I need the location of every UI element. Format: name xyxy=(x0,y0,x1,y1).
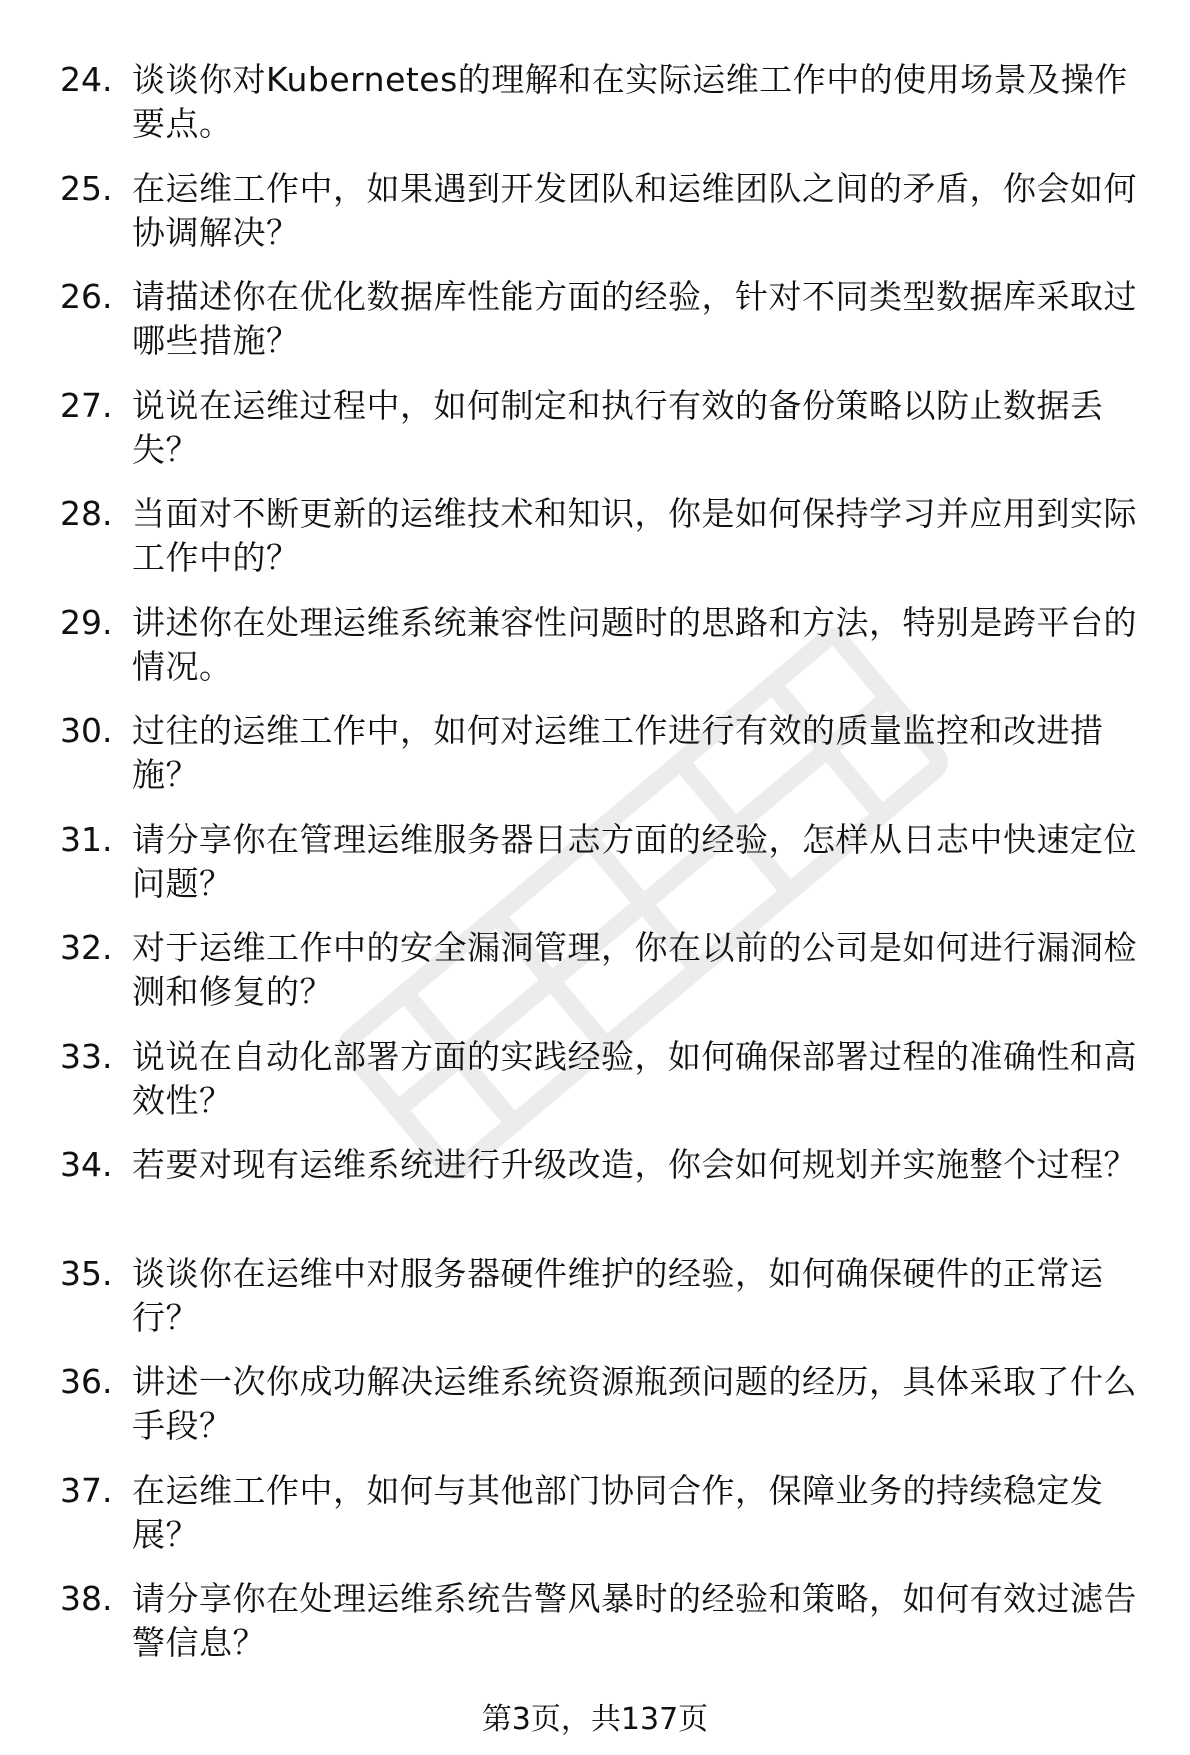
question-number: 38. xyxy=(60,1579,113,1618)
question-number: 35. xyxy=(60,1253,113,1293)
question-item xyxy=(0,1143,1190,1252)
question-number: 26. xyxy=(60,277,113,316)
question-text: 说说在自动化部署方面的实践经验，如何确保部署过程的准确性和高效性？ xyxy=(132,1036,1137,1120)
question-item xyxy=(0,58,1190,167)
question-number: 25. xyxy=(60,168,113,208)
question-text: 在运维工作中，如何与其他部门协同合作，保障业务的持续稳定发展？ xyxy=(132,1470,1104,1554)
question-item xyxy=(0,709,1190,818)
question-text: 请分享你在管理运维服务器日志方面的经验，怎样从日志中快速定位问题？ xyxy=(132,819,1137,903)
question-number: 28. xyxy=(60,494,113,533)
question-text: 谈谈你在运维中对服务器硬件维护的经验，如何确保硬件的正常运行？ xyxy=(132,1253,1104,1337)
question-text: 请分享你在处理运维系统告警风暴时的经验和策略，如何有效过滤告警信息？ xyxy=(132,1579,1137,1662)
question-text: 过往的运维工作中，如何对运维工作进行有效的质量监控和改进措施？ xyxy=(132,711,1104,794)
question-text: 请描述你在优化数据库性能方面的经验，针对不同类型数据库采取过哪些措施？ xyxy=(132,277,1137,360)
question-text: 当面对不断更新的运维技术和知识，你是如何保持学习并应用到实际工作中的？ xyxy=(132,494,1137,577)
question-item xyxy=(0,1360,1190,1469)
question-item xyxy=(0,601,1190,710)
question-number: 32. xyxy=(60,928,113,967)
question-number: 30. xyxy=(60,711,113,750)
page-number-footer: 第3页，共137页 xyxy=(481,1702,709,1737)
question-text: 谈谈你对Kubernetes的理解和在实际运维工作中的使用场景及操作要点。 xyxy=(132,60,1128,143)
question-number: 34. xyxy=(60,1145,113,1184)
question-number: 37. xyxy=(60,1470,113,1510)
question-item xyxy=(0,818,1190,927)
question-item xyxy=(0,926,1190,1035)
question-item xyxy=(0,1469,1190,1578)
question-number: 31. xyxy=(60,819,113,859)
question-list xyxy=(0,58,1190,1686)
question-text: 说说在运维过程中，如何制定和执行有效的备份策略以防止数据丢失？ xyxy=(132,385,1104,469)
question-item xyxy=(0,275,1190,384)
question-number: 36. xyxy=(60,1362,113,1401)
question-item xyxy=(0,1252,1190,1361)
question-item xyxy=(0,1577,1190,1686)
question-number: 29. xyxy=(60,602,113,642)
question-number: 24. xyxy=(60,60,113,99)
question-number: 33. xyxy=(60,1036,113,1076)
question-text: 讲述你在处理运维系统兼容性问题时的思路和方法，特别是跨平台的情况。 xyxy=(132,602,1137,686)
question-text: 对于运维工作中的安全漏洞管理，你在以前的公司是如何进行漏洞检测和修复的？ xyxy=(132,928,1137,1011)
question-item xyxy=(0,384,1190,493)
question-text: 在运维工作中，如果遇到开发团队和运维团队之间的矛盾，你会如何协调解决？ xyxy=(132,168,1137,252)
question-item xyxy=(0,167,1190,276)
question-item xyxy=(0,492,1190,601)
question-text: 若要对现有运维系统进行升级改造，你会如何规划并实施整个过程？ xyxy=(132,1145,1137,1184)
question-number: 27. xyxy=(60,385,113,425)
question-text: 讲述一次你成功解决运维系统资源瓶颈问题的经历，具体采取了什么手段？ xyxy=(132,1362,1137,1445)
question-item xyxy=(0,1035,1190,1144)
